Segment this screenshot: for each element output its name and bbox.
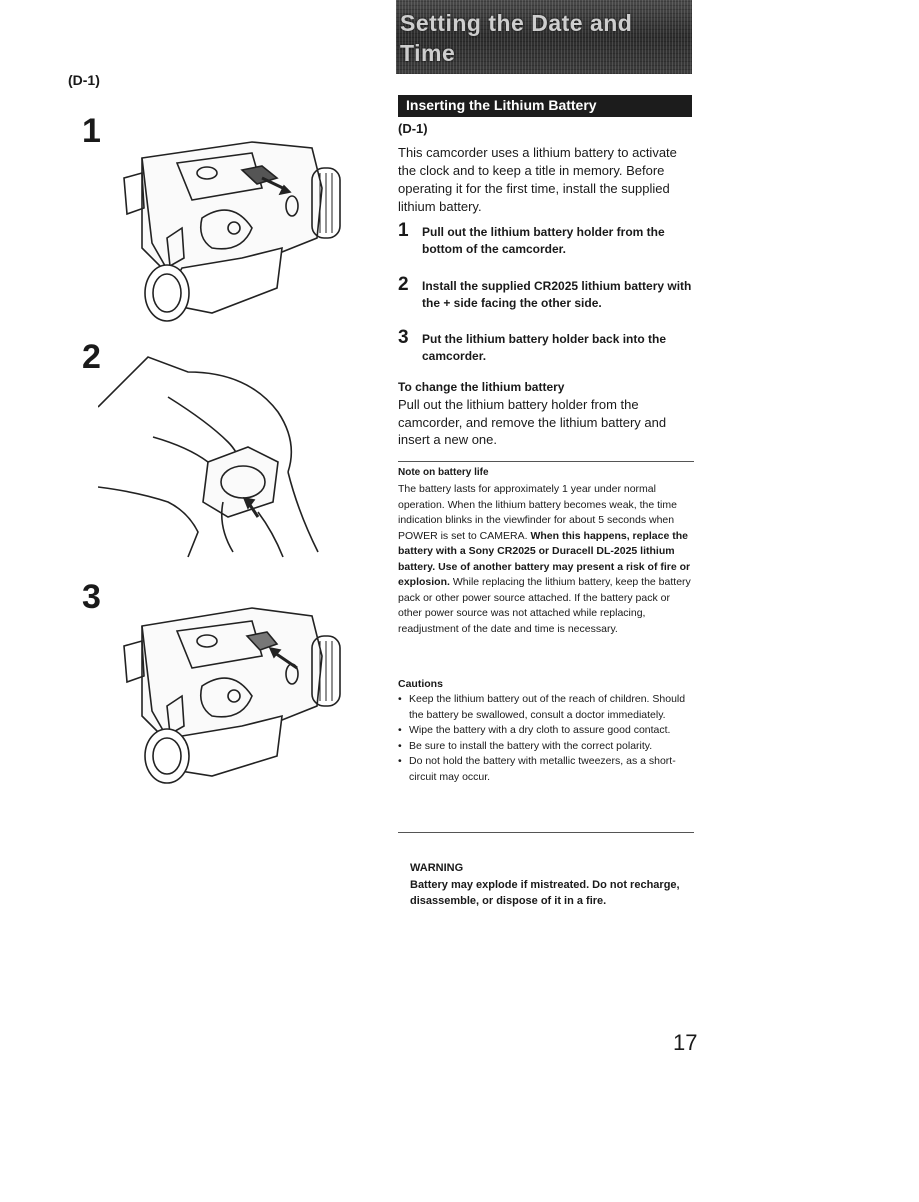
section-heading-bar [398, 95, 692, 117]
chapter-title: Setting the Date and Time [400, 10, 633, 66]
step-text: Put the lithium battery holder back into the camcorder. [422, 332, 667, 363]
note-heading: Note on battery life [398, 467, 489, 478]
step-number: 1 [398, 220, 409, 241]
divider-bottom [398, 832, 694, 833]
figure-reference-left: (D-1) [68, 72, 100, 88]
note-bold-text: When this happens, replace the battery with a Sony CR2025 or Duracell DL-2025 lithium battery. Use of another battery may present a risk of fire or explosion. [398, 529, 691, 588]
camcorder-illustration-1 [112, 128, 347, 328]
page-number: 17 [673, 1030, 698, 1055]
step-text: Install the supplied CR2025 lithium battery with the + side facing the other side. [422, 279, 692, 310]
step-text: Pull out the lithium battery holder from the bottom of the camcorder. [422, 225, 665, 256]
step-number: 3 [398, 327, 409, 348]
hand-battery-illustration [98, 352, 338, 562]
figure-step-number-2: 2 [82, 338, 101, 376]
caution-item: • Wipe the battery with a dry cloth to assure good contact. [398, 723, 696, 739]
caution-item: • Be sure to install the battery with the correct polarity. [398, 739, 696, 755]
figure-step-number-3: 3 [82, 578, 101, 616]
caution-item: • Keep the lithium battery out of the reach of children. Should the battery be swallowed, consult a doctor immediately. [398, 692, 696, 723]
section-heading: Inserting the Lithium Battery [406, 97, 597, 113]
figure-step-number-1: 1 [82, 112, 101, 150]
figure-reference: (D-1) [398, 121, 428, 136]
chapter-title-banner [396, 0, 692, 74]
caution-item: • Do not hold the battery with metallic tweezers, as a short-circuit may occur. [398, 754, 696, 785]
change-battery-text: Pull out the lithium battery holder from the camcorder, and remove the lithium battery and insert a new one. [398, 397, 667, 447]
note-text: The battery lasts for approximately 1 year under normal operation. When the lithium battery becomes weak, the time indication blinks in the viewfinder for about 5 seconds when POWER is set to CAMERA. When this happens, replace the battery with a Sony CR2025 or Duracell DL-2025 lithium battery. Use of another battery may present a risk of fire or explosion. While replacing the lithium battery, keep the battery pack or other power source attached. If the battery pack or other power source was not attached while replacing, readjustment of the date and time is necessary. [398, 483, 691, 635]
warning-text: Battery may explode if mistreated. Do not recharge, disassemble, or dispose of it in a fire. [410, 879, 680, 907]
divider-top [398, 461, 694, 462]
warning-heading: WARNING [410, 862, 464, 874]
step-number: 2 [398, 274, 409, 295]
cautions-list [398, 692, 696, 785]
change-battery-heading: To change the lithium battery [398, 380, 565, 394]
cautions-heading: Cautions [398, 678, 443, 690]
camcorder-illustration-3 [112, 596, 347, 786]
intro-paragraph: This camcorder uses a lithium battery to activate the clock and to keep a title in memory. Before operating it for the first time, install the supplied lithium battery. [398, 145, 677, 214]
